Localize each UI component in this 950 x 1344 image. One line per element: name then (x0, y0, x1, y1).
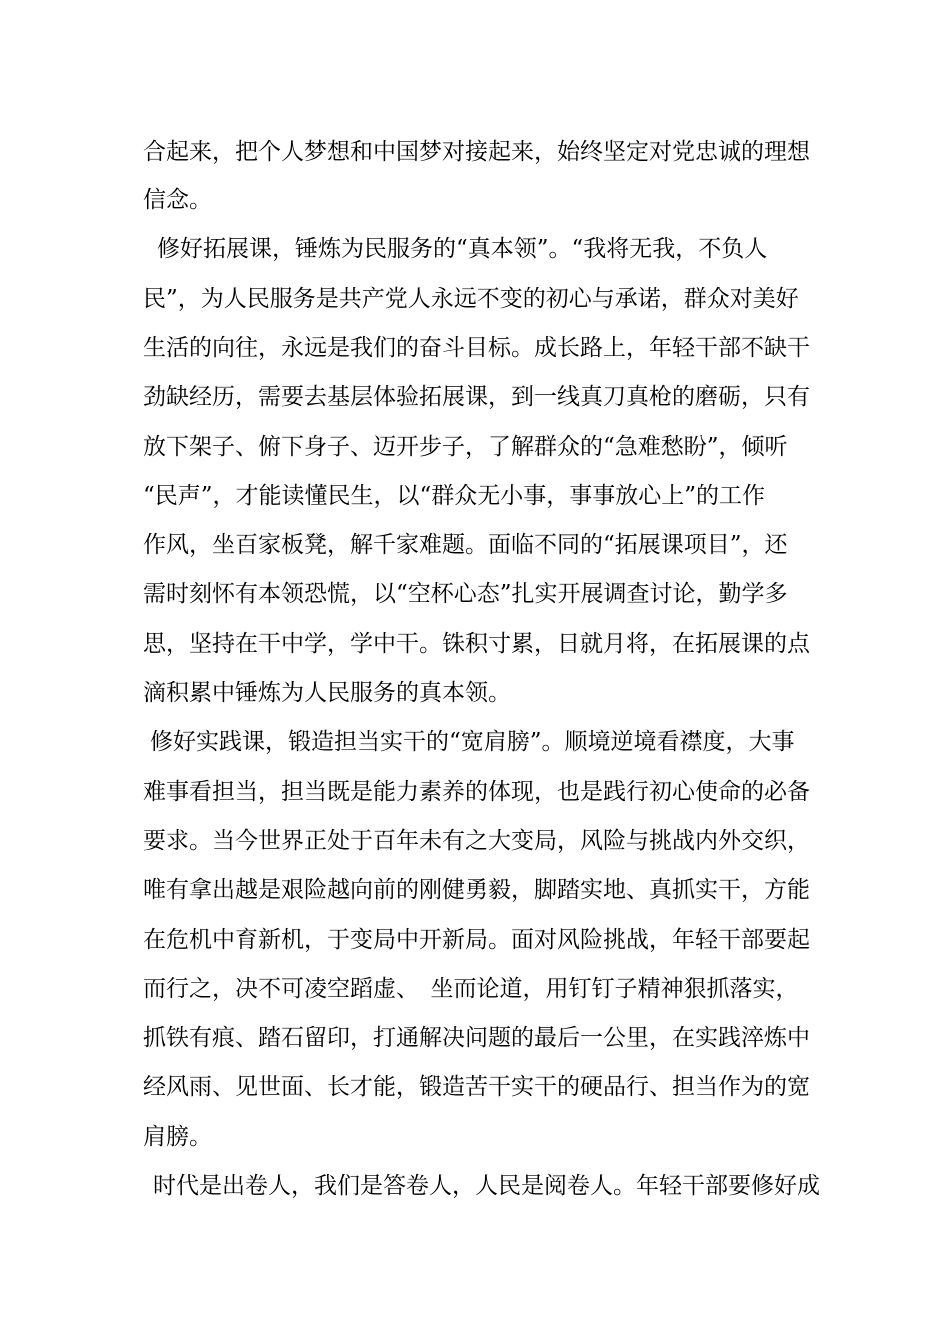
text-line: 要求。当今世界正处于百年未有之大变局，风险与挑战内外交织， (143, 828, 810, 854)
text-line: 思，坚持在干中学，学中干。铢积寸累，日就月将，在拓展课的点 (143, 631, 810, 657)
text-line: 生活的向往，永远是我们的奋斗目标。成长路上，年轻干部不缺干 (143, 335, 810, 361)
text-line: 滴积累中锤炼为人民服务的真本领。 (143, 680, 511, 706)
text-line: 肩膀。 (143, 1124, 212, 1150)
text-line: 在危机中育新机，于变局中开新局。面对风险挑战，年轻干部要起 (143, 927, 810, 953)
text-line: 修好拓展课，锤炼为民服务的“真本领”。“我将无我，不负人 (157, 236, 768, 262)
text-line: “民声”，才能读懂民生，以“群众无小事，事事放心上”的工作 (143, 483, 766, 509)
text-line: 信念。 (143, 187, 212, 213)
text-line: 修好实践课，锻造担当实干的“宽肩膀”。顺境逆境看襟度，大事 (150, 729, 795, 755)
text-line: 放下架子、俯下身子、迈开步子，了解群众的“急难愁盼”，倾听 (143, 434, 788, 460)
text-line: 难事看担当，担当既是能力素养的体现，也是践行初心使命的必备 (143, 779, 810, 805)
text-line: 合起来，把个人梦想和中国梦对接起来，始终坚定对党忠诚的理想 (143, 139, 810, 165)
text-line: 民”，为人民服务是共产党人永远不变的初心与承诺，群众对美好 (143, 286, 799, 312)
text-line: 经风雨、见世面、长才能，锻造苦干实干的硬品行、担当作为的宽 (143, 1074, 810, 1100)
text-line: 劲缺经历，需要去基层体验拓展课，到一线真刀真枪的磨砺，只有 (143, 384, 810, 410)
text-line: 唯有拿出越是艰险越向前的刚健勇毅，脚踏实地、真抓实干，方能 (143, 877, 810, 903)
text-line: 时代是出卷人，我们是答卷人，人民是阅卷人。年轻干部要修好成 (153, 1173, 820, 1199)
text-line: 而行之，决不可凌空蹈虚、 坐而论道，用钉钉子精神狠抓落实， (143, 976, 799, 1002)
text-line: 需时刻怀有本领恐慌，以“空杯心态”扎实开展调查讨论，勤学多 (143, 581, 788, 607)
text-line: 抓铁有痕、踏石留印，打通解决问题的最后一公里，在实践淬炼中 (143, 1025, 810, 1051)
text-line: 作风，坐百家板凳，解千家难题。面临不同的“拓展课项目”，还 (143, 532, 788, 558)
